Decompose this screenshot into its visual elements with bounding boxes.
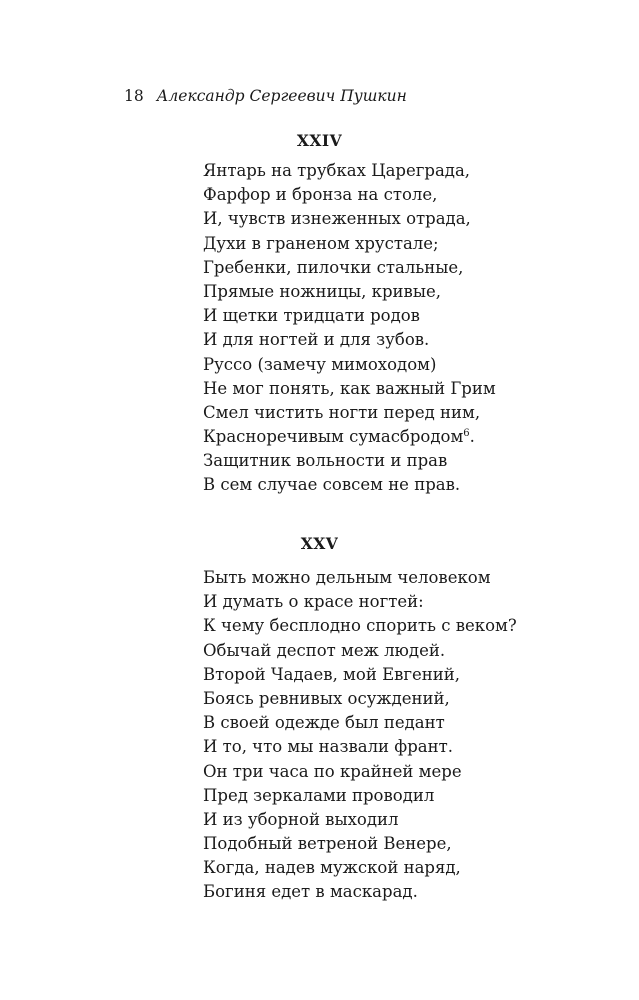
verse-line — [203, 473, 496, 497]
verse-line — [203, 401, 496, 425]
verse-line — [203, 808, 517, 832]
verse-line-text: К чему бесплодно спорить с веком? — [203, 616, 517, 636]
verse-line — [203, 377, 496, 401]
verse-line-text: Прямые ножницы, кривые, — [203, 281, 441, 301]
verse-line — [203, 425, 496, 449]
verse-line-text: Руссо (замечу мимоходом) — [203, 354, 437, 374]
verse-line — [203, 880, 517, 904]
verse-line — [203, 832, 517, 856]
verse-line-text: Он три часа по крайней мере — [203, 761, 462, 781]
verse-line — [203, 207, 496, 231]
verse-line — [203, 256, 496, 280]
verse-line-text: Смел чистить ногти перед ним, — [203, 402, 481, 422]
verse-line — [203, 566, 517, 590]
verse-line — [203, 639, 517, 663]
verse-line — [203, 760, 517, 784]
page-number: 18 — [124, 87, 144, 105]
verse-line — [203, 280, 496, 304]
verse-line-text: Не мог понять, как важный Грим — [203, 378, 496, 398]
verse-line-text: В своей одежде был педант — [203, 713, 445, 733]
running-header-author: Александр Сергеевич Пушкин — [156, 87, 407, 105]
verse-line-text: Второй Чадаев, мой Евгений, — [203, 664, 461, 684]
verse-line-text: Быть можно дельным человеком — [203, 568, 491, 587]
verse-line-text: Богиня едет в маскарад. — [203, 882, 418, 902]
verse-line — [203, 449, 496, 473]
verse-line — [203, 735, 517, 759]
verse-line-text: Подобный ветреной Венере, — [203, 834, 452, 854]
verse-line-text: Обычай деспот меж людей. — [203, 640, 446, 660]
verse-line-text: Гребенки, пилочки стальные, — [203, 257, 464, 277]
verse-line-text: Янтарь на трубках Цареграда, — [203, 161, 471, 180]
verse-line — [203, 663, 517, 687]
verse-line — [203, 711, 517, 735]
verse-line-text: Красноречивым сумасбродом — [203, 427, 464, 447]
verse-line — [203, 856, 517, 880]
verse-line — [203, 232, 496, 256]
verse-line-text: И думать о красе ногтей: — [203, 592, 424, 612]
verse-line — [203, 328, 496, 352]
verse-line-text: И из уборной выходил — [203, 809, 399, 829]
verse-line-text: Защитник вольности и прав — [203, 451, 448, 471]
verse-line-text: Когда, надев мужской наряд, — [203, 858, 461, 878]
verse-line — [203, 353, 496, 377]
verse-line-text: Пред зеркалами проводил — [203, 785, 435, 805]
footnote-ref[interactable]: 6 — [463, 428, 470, 440]
verse-line — [203, 784, 517, 808]
verse-line-text: Духи в граненом хрустале; — [203, 233, 439, 253]
verse-line-text: И щетки тридцати родов — [203, 306, 420, 326]
verse-line-text: Фарфор и бронза на столе, — [203, 185, 438, 205]
verse-line — [203, 183, 496, 207]
verse-line — [203, 159, 496, 183]
running-header — [124, 86, 407, 106]
footnote-punctuation: . — [469, 427, 475, 447]
stanza-xxv — [203, 566, 517, 905]
verse-line-text: И, чувств изнеженных отрада, — [203, 209, 471, 229]
stanza-xxiv — [203, 159, 496, 498]
verse-line — [203, 590, 517, 614]
verse-line — [203, 614, 517, 638]
stanza-title-xxiv: XXIV — [296, 131, 343, 150]
verse-line — [203, 304, 496, 328]
verse-line-text: И то, что мы назвали франт. — [203, 737, 453, 757]
verse-line-text: В сем случае совсем не прав. — [203, 475, 461, 495]
verse-line-text: И для ногтей и для зубов. — [203, 330, 430, 350]
verse-line-text: Боясь ревнивых осуждений, — [203, 688, 450, 708]
verse-line — [203, 687, 517, 711]
stanza-title-xxv: XXV — [300, 534, 339, 553]
